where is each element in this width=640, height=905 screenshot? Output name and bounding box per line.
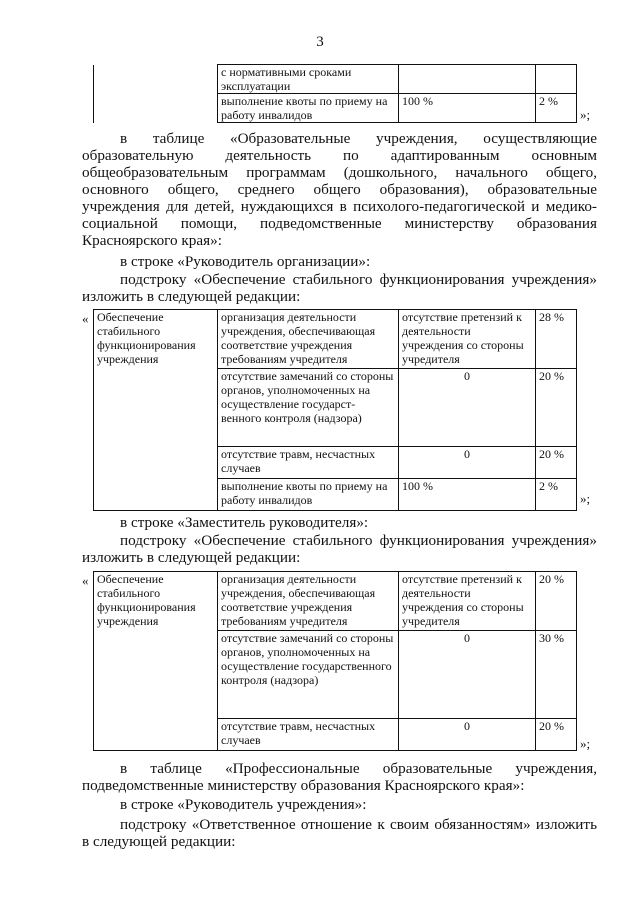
criterion-cell: выполнение квоты по приему на работу инвалидов: [218, 94, 399, 123]
value-cell: 100 %: [399, 479, 536, 511]
subrow-instruction-cont: изложить в следующей редакции:: [82, 288, 301, 305]
intro-line: общеобразовательным программам (дошкольного, начального общего,: [82, 164, 597, 181]
continued-criteria-table: [93, 64, 577, 123]
criterion-cell: отсутствие замечаний со стороны органов, уполномоченных на осуществление государственного контроля (надзора): [218, 631, 399, 719]
subrow-instruction: подстроку «Ответственное отношение к своим обязанностям» изложить: [120, 816, 597, 833]
weight-cell: 30 %: [536, 631, 577, 719]
table-row: [94, 94, 577, 123]
value-cell: отсутствие претензий к деятельности учреждения со стороны учредителя: [399, 310, 536, 369]
value-cell: 100 %: [399, 94, 536, 123]
value-cell: 0: [399, 369, 536, 447]
criterion-cell: выполнение квоты по приему на работу инвалидов: [218, 479, 399, 511]
value-cell: [399, 65, 536, 94]
intro-line: учреждения для детей, нуждающихся в психолого-педагогической и медико-: [82, 198, 597, 215]
weight-cell: 28 %: [536, 310, 577, 369]
value-cell: 0: [399, 719, 536, 751]
table2-open-quote: «: [82, 573, 89, 588]
value-cell: 0: [399, 447, 536, 479]
criterion-cell: организация деятельности учреждения, обеспечивающая соответствие учреждения требованиям учредителя: [218, 310, 399, 369]
next-table-intro-cont: подведомственные министерству образования Красноярского края»:: [82, 777, 525, 794]
table-row: [94, 310, 577, 369]
table1-close-quote: »;: [580, 491, 591, 506]
criterion-cell: отсутствие травм, несчастных случаев: [218, 447, 399, 479]
criteria-table-deputy: [93, 571, 577, 751]
weight-cell: 20 %: [536, 572, 577, 631]
next-table-intro: в таблице «Профессиональные образовательные учреждения,: [120, 760, 597, 777]
subrow-instruction-cont: изложить в следующей редакции:: [82, 549, 301, 566]
value-cell: отсутствие претензий к деятельности учреждения со стороны учредителя: [399, 572, 536, 631]
row-heading: в строке «Руководитель учреждения»:: [120, 796, 367, 813]
weight-cell: 20 %: [536, 447, 577, 479]
indicator-name-cell: Обеспечение стабильного функционирования учреждения: [94, 572, 218, 751]
weight-cell: 20 %: [536, 369, 577, 447]
page-number: 3: [316, 34, 324, 50]
criterion-cell: отсутствие замечаний со стороны органов, уполномоченных на осуществление государст-венного контроля (надзора): [218, 369, 399, 447]
table1-open-quote: «: [82, 311, 89, 326]
criterion-cell: с нормативными сроками эксплуатации: [218, 65, 399, 94]
intro-line: социальной помощи, подведомственные министерству образования: [82, 215, 597, 232]
table-row: [94, 65, 577, 94]
weight-cell: 2 %: [536, 479, 577, 511]
intro-line: образовательную деятельность по адаптированным основным: [82, 147, 597, 164]
criterion-cell: организация деятельности учреждения, обеспечивающая соответствие учреждения требованиям учредителя: [218, 572, 399, 631]
weight-cell: 2 %: [536, 94, 577, 123]
table-row: [94, 572, 577, 631]
indicator-name-cell: Обеспечение стабильного функционирования учреждения: [94, 310, 218, 511]
intro-line: основного общего, среднего общего образования), образовательные: [82, 181, 597, 198]
value-cell: 0: [399, 631, 536, 719]
intro-line: в таблице «Образовательные учреждения, осуществляющие: [120, 130, 597, 147]
subrow-instruction-cont: в следующей редакции:: [82, 833, 236, 850]
weight-cell: [536, 65, 577, 94]
weight-cell: 20 %: [536, 719, 577, 751]
intro-line: Красноярского края»:: [82, 232, 222, 249]
table2-close-quote: »;: [580, 736, 591, 751]
criteria-table-director: [93, 309, 577, 511]
subrow-instruction: подстроку «Обеспечение стабильного функционирования учреждения»: [120, 532, 597, 549]
subrow-instruction: подстроку «Обеспечение стабильного функционирования учреждения»: [120, 271, 597, 288]
row-heading: в строке «Руководитель организации»:: [120, 253, 371, 270]
criterion-cell: отсутствие травм, несчастных случаев: [218, 719, 399, 751]
row-heading: в строке «Заместитель руководителя»:: [120, 514, 369, 531]
table0-close-quote: »;: [580, 107, 591, 122]
